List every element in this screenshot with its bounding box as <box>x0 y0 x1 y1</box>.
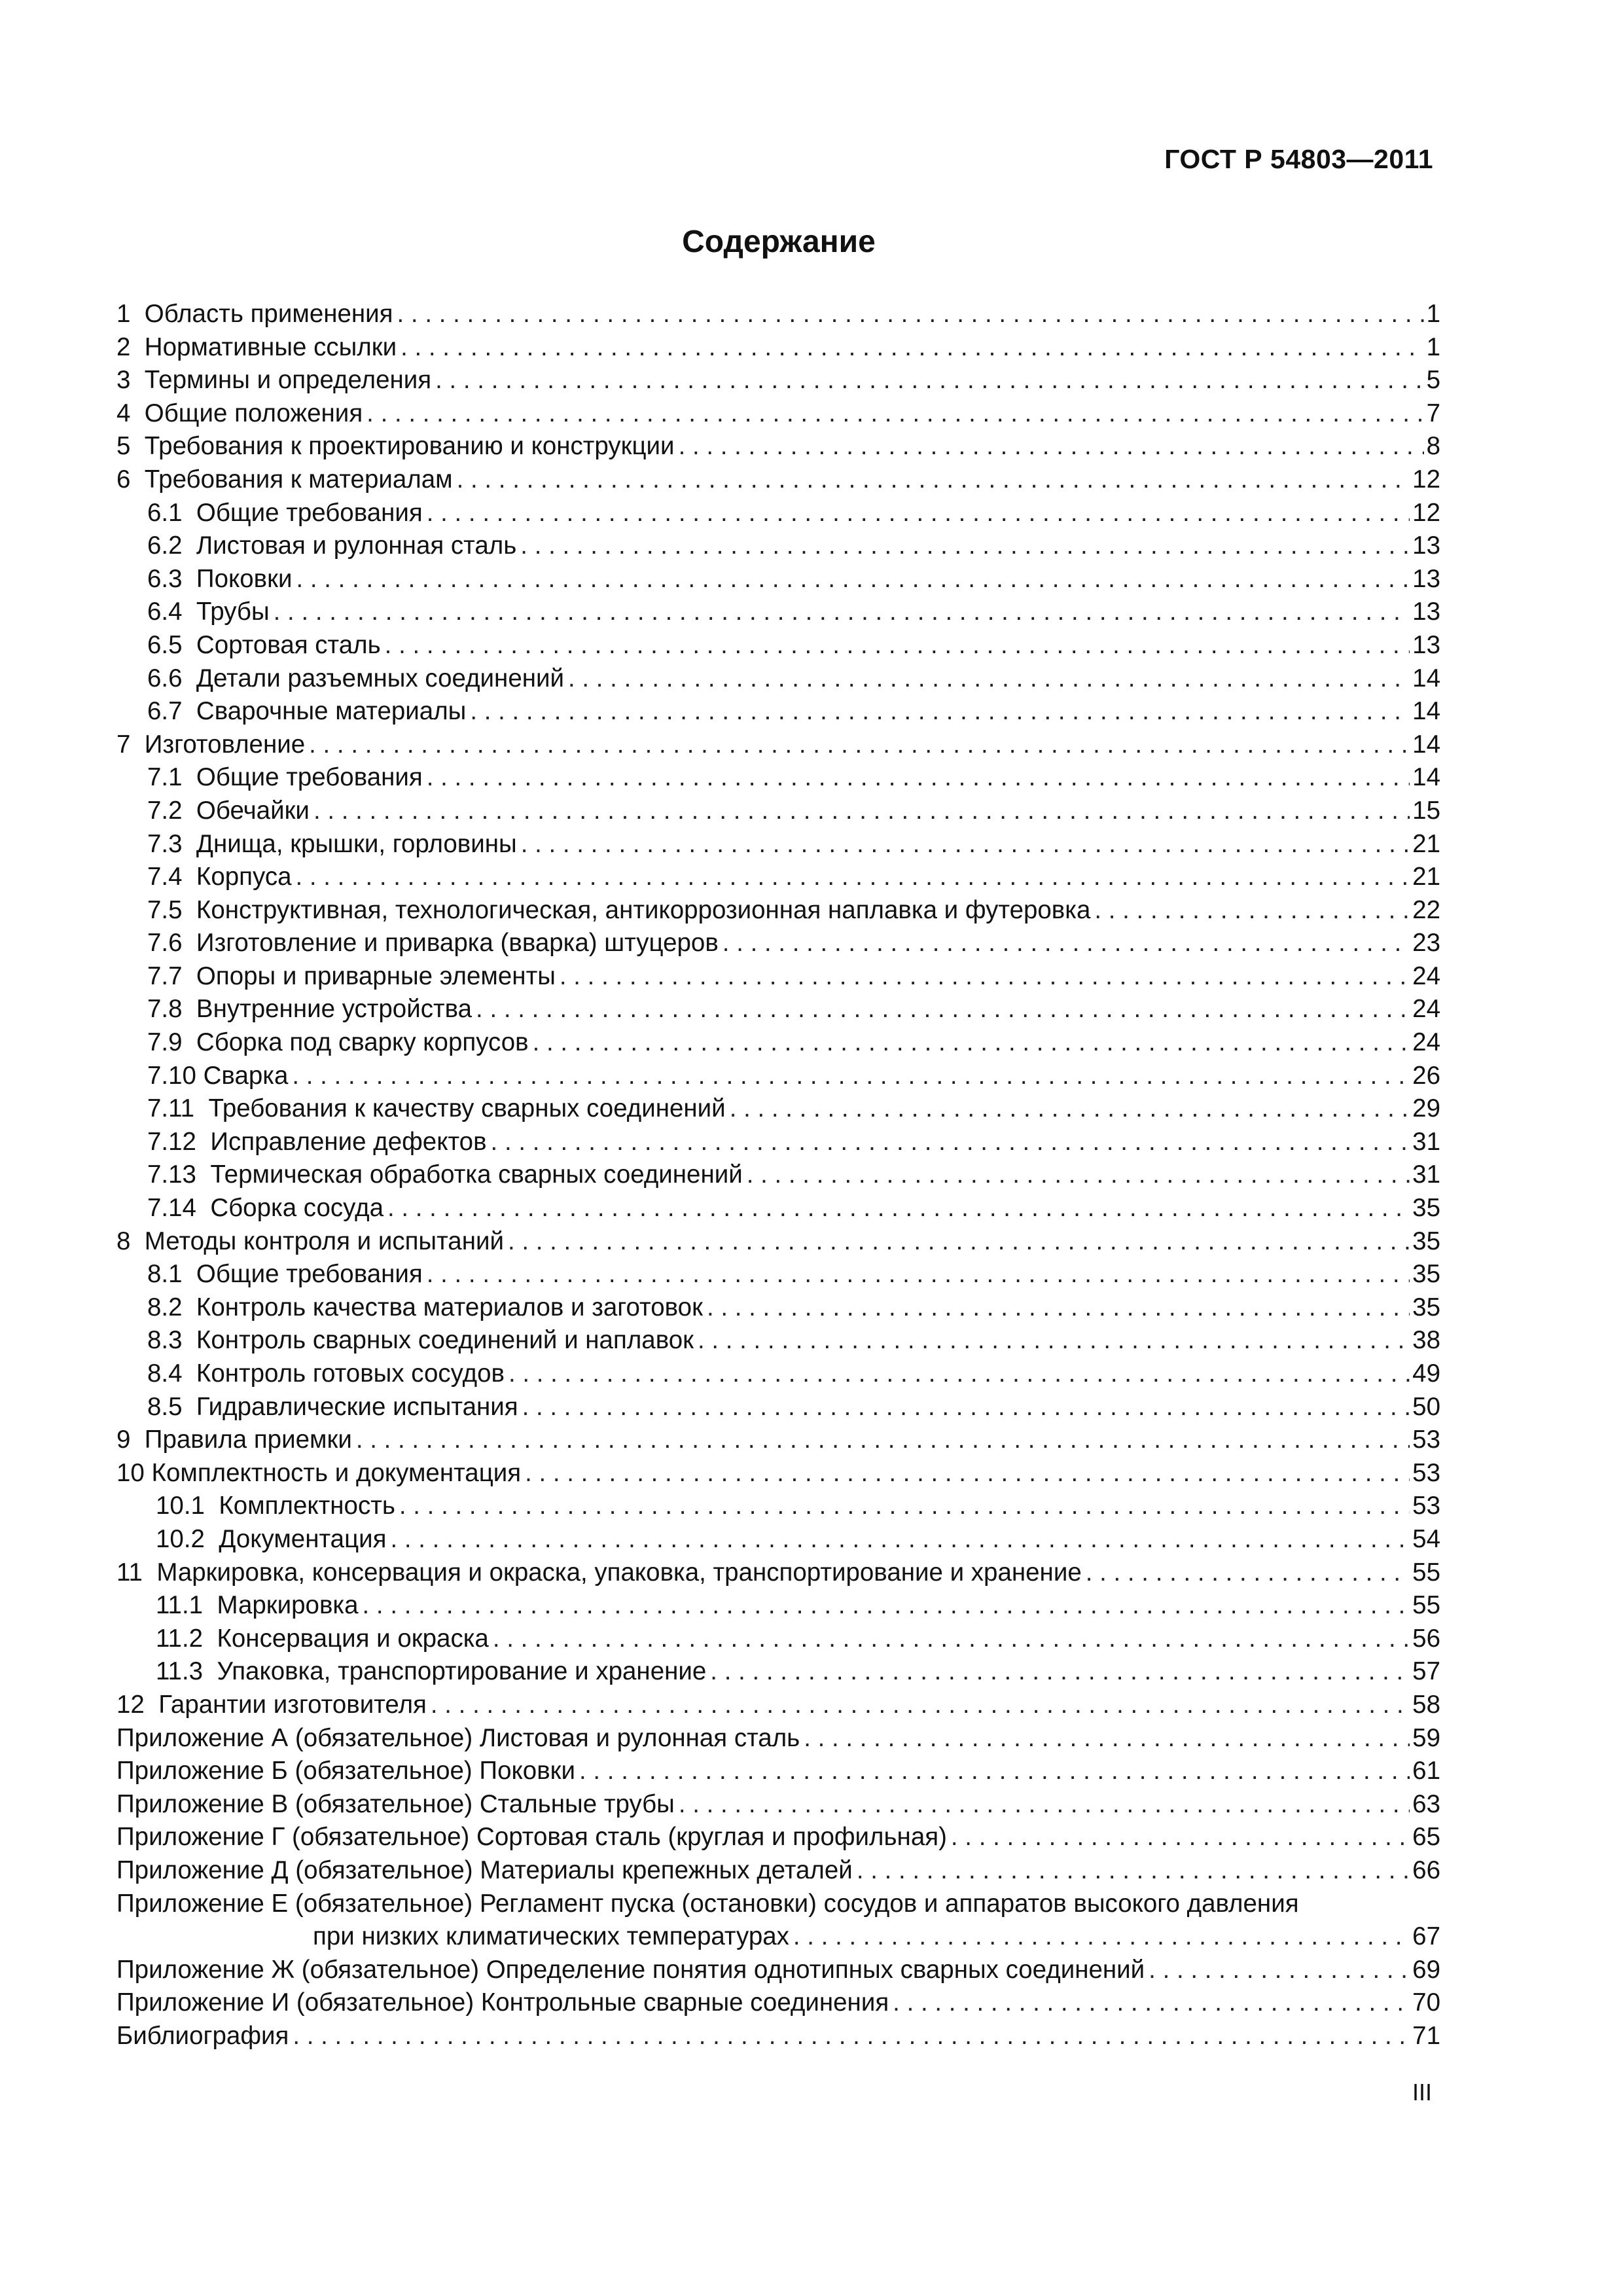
toc-entry-title: 5 Требования к проектированию и конструкции <box>116 432 675 461</box>
toc-entry-title: 7.11 Требования к качеству сварных соединений <box>147 1094 726 1123</box>
toc-leader-dots <box>363 1589 1410 1623</box>
toc-entry <box>116 596 1440 629</box>
toc-entry-page: 50 <box>1412 1392 1440 1421</box>
toc-leader-dots <box>296 563 1410 596</box>
toc-leader-dots <box>309 728 1410 762</box>
toc-entry-page: 29 <box>1412 1094 1440 1123</box>
toc-leader-dots <box>521 828 1410 861</box>
toc-entry <box>116 1589 1440 1623</box>
toc-leader-dots <box>476 993 1410 1026</box>
toc-entry-title: 10.1 Комплектность <box>156 1492 395 1520</box>
toc-entry-page: 63 <box>1412 1789 1440 1818</box>
toc-entry-title: 7.8 Внутренние устройства <box>147 995 473 1024</box>
toc-entry <box>116 1556 1440 1590</box>
toc-title: Содержание <box>682 224 876 259</box>
toc-entry-title: 7.2 Обечайки <box>147 796 310 825</box>
toc-entry-page: 1 <box>1426 332 1440 361</box>
toc-entry <box>116 463 1440 497</box>
toc-entry <box>116 364 1440 397</box>
toc-entry-title: 7.14 Сборка сосуда <box>147 1194 383 1223</box>
toc-entry-title: Приложение Е (обязательное) Регламент пуска (остановки) сосудов и аппаратов высокого давления <box>116 1889 1299 1918</box>
toc-leader-dots <box>951 1821 1410 1854</box>
toc-entry-title: 10 Комплектность и документация <box>116 1458 522 1487</box>
toc-entry <box>116 1192 1440 1225</box>
toc-leader-dots <box>1086 1556 1410 1590</box>
toc-entry <box>116 1821 1440 1854</box>
toc-entry-page: 23 <box>1412 929 1440 958</box>
toc-entry <box>116 861 1440 894</box>
toc-leader-dots <box>857 1854 1410 1888</box>
toc-entry <box>116 1026 1440 1060</box>
toc-entry <box>116 1986 1440 2020</box>
toc-leader-dots <box>457 463 1410 497</box>
toc-entry-page: 24 <box>1412 995 1440 1024</box>
toc-entry-title: 6.1 Общие требования <box>147 498 423 527</box>
toc-leader-dots <box>366 397 1423 431</box>
toc-entry-title: 12 Гарантии изготовителя <box>116 1690 427 1719</box>
toc-entry-title: 8.4 Контроль готовых сосудов <box>147 1359 505 1388</box>
toc-entry-title: 8.1 Общие требования <box>147 1260 423 1289</box>
toc-entry-page: 14 <box>1412 697 1440 726</box>
toc-entry <box>116 1920 1440 1954</box>
toc-leader-dots <box>560 960 1410 994</box>
toc-leader-dots <box>401 331 1423 365</box>
toc-entry-page: 35 <box>1412 1194 1440 1223</box>
toc-entry-page: 15 <box>1412 796 1440 825</box>
toc-entry-page: 53 <box>1412 1492 1440 1520</box>
toc-leader-dots <box>679 1788 1410 1821</box>
toc-entry-page: 24 <box>1412 1028 1440 1057</box>
toc-entry-page: 26 <box>1412 1061 1440 1090</box>
toc-entry <box>116 497 1440 530</box>
toc-entry <box>116 430 1440 463</box>
toc-leader-dots <box>522 1391 1410 1424</box>
toc-entry <box>116 1424 1440 1457</box>
toc-entry <box>116 1490 1440 1523</box>
toc-entry-page: 35 <box>1412 1293 1440 1321</box>
toc-entry <box>116 2020 1440 2053</box>
toc-leader-dots <box>491 1126 1410 1159</box>
toc-entry-page: 21 <box>1412 863 1440 891</box>
toc-leader-dots <box>397 298 1424 331</box>
toc-entry-title: 7.10 Сварка <box>147 1061 289 1090</box>
toc-entry-page: 66 <box>1412 1856 1440 1884</box>
toc-entry <box>116 927 1440 960</box>
toc-entry-page: 57 <box>1412 1657 1440 1686</box>
toc-entry-title: 7.5 Конструктивная, технологическая, антикоррозионная наплавка и футеровка <box>147 895 1091 924</box>
toc-entry <box>116 1523 1440 1556</box>
toc-leader-dots <box>427 1258 1410 1291</box>
toc-entry-title: 7.9 Сборка под сварку корпусов <box>147 1028 529 1057</box>
toc-entry-title: 11 Маркировка, консервация и окраска, упаковка, транспортирование и хранение <box>116 1558 1082 1587</box>
toc-entry-page: 35 <box>1412 1227 1440 1255</box>
toc-entry-title: 6.3 Поковки <box>147 564 293 593</box>
toc-entry <box>116 1324 1440 1357</box>
toc-entry <box>116 563 1440 596</box>
toc-entry-title: Приложение Г (обязательное) Сортовая сталь (круглая и профильная) <box>116 1823 947 1852</box>
toc-leader-dots <box>722 927 1410 960</box>
toc-entry-title: Библиография <box>116 2021 289 2050</box>
toc-leader-dots <box>893 1986 1410 2020</box>
toc-leader-dots <box>391 1523 1410 1556</box>
toc-entry-page: 14 <box>1412 664 1440 692</box>
toc-entry-page: 55 <box>1412 1591 1440 1620</box>
toc-entry-page: 14 <box>1412 763 1440 792</box>
toc-entry-page: 13 <box>1412 598 1440 626</box>
toc-entry-title: 11.3 Упаковка, транспортирование и хранение <box>156 1657 707 1686</box>
toc-leader-dots <box>387 1192 1410 1225</box>
toc-entry-page: 38 <box>1412 1326 1440 1355</box>
toc-entry-title: 8.2 Контроль качества материалов и заготовок <box>147 1293 703 1321</box>
toc-entry <box>116 993 1440 1026</box>
toc-entry <box>116 529 1440 563</box>
toc-entry-page: 59 <box>1412 1723 1440 1752</box>
toc-entry-title: 11.2 Консервация и окраска <box>156 1624 489 1653</box>
toc-entry-page: 5 <box>1426 366 1440 395</box>
toc-leader-dots <box>579 1755 1410 1788</box>
toc-entry <box>116 894 1440 927</box>
toc-entry-title: Приложение Д (обязательное) Материалы крепежных деталей <box>116 1856 853 1884</box>
toc-entry <box>116 1854 1440 1888</box>
toc-leader-dots <box>730 1092 1410 1126</box>
toc-entry-title: 8 Методы контроля и испытаний <box>116 1227 504 1255</box>
toc-entry-page: 8 <box>1426 432 1440 461</box>
toc-entry-page: 58 <box>1412 1690 1440 1719</box>
toc-entry-page: 35 <box>1412 1260 1440 1289</box>
toc-entry <box>116 1655 1440 1689</box>
toc-entry-title: 7.12 Исправление дефектов <box>147 1127 487 1156</box>
toc-entry-page: 69 <box>1412 1955 1440 1984</box>
toc-entry-page: 14 <box>1412 730 1440 759</box>
toc-leader-dots <box>292 1060 1410 1093</box>
toc-entry-title: 7 Изготовление <box>116 730 306 759</box>
toc-entry-page: 12 <box>1412 498 1440 527</box>
toc-entry-title: Приложение Б (обязательное) Поковки <box>116 1757 576 1785</box>
toc-entry-title: при низких климатических температурах <box>313 1922 789 1951</box>
toc-entry <box>116 1755 1440 1788</box>
toc-leader-dots <box>435 364 1423 397</box>
toc-entry <box>116 1158 1440 1192</box>
toc-leader-dots <box>508 1225 1410 1259</box>
toc-entry-title: 11.1 Маркировка <box>156 1591 359 1620</box>
toc-entry <box>116 1258 1440 1291</box>
toc-entry-page: 7 <box>1426 399 1440 427</box>
toc-entry-page: 70 <box>1412 1988 1440 2017</box>
toc-entry-title: 7.6 Изготовление и приварка (вварка) штуцеров <box>147 929 719 958</box>
toc-entry-title: 3 Термины и определения <box>116 366 432 395</box>
toc-entry-page: 21 <box>1412 829 1440 858</box>
toc-entry-page: 49 <box>1412 1359 1440 1388</box>
toc-entry-title: 7.7 Опоры и приварные элементы <box>147 961 556 990</box>
toc-entry <box>116 1092 1440 1126</box>
toc-entry <box>116 1788 1440 1821</box>
toc-leader-dots <box>679 430 1424 463</box>
toc-entry-page: 71 <box>1412 2021 1440 2050</box>
toc-leader-dots <box>399 1490 1410 1523</box>
toc-entry <box>116 1623 1440 1656</box>
toc-entry-title: 1 Область применения <box>116 300 393 328</box>
toc-entry-page: 61 <box>1412 1757 1440 1785</box>
toc-entry <box>116 795 1440 828</box>
toc-entry-page: 55 <box>1412 1558 1440 1587</box>
toc-entry-page: 24 <box>1412 961 1440 990</box>
toc-leader-dots <box>493 1623 1410 1656</box>
toc-leader-dots <box>698 1324 1410 1357</box>
toc-entry <box>116 695 1440 728</box>
toc-entry <box>116 1291 1440 1325</box>
toc-entry-page: 53 <box>1412 1426 1440 1454</box>
toc-entry-title: Приложение В (обязательное) Стальные трубы <box>116 1789 675 1818</box>
page-number: III <box>1412 2079 1432 2106</box>
toc-entry-title: 6.4 Трубы <box>147 598 270 626</box>
toc-entry-page: 31 <box>1412 1127 1440 1156</box>
toc-entry-title: 7.4 Корпуса <box>147 863 292 891</box>
toc-entry-title: 10.2 Документация <box>156 1524 387 1553</box>
toc-entry <box>116 1722 1440 1755</box>
toc-entry <box>116 1225 1440 1259</box>
toc-leader-dots <box>525 1457 1410 1490</box>
toc-leader-dots <box>533 1026 1410 1060</box>
toc-entry-title: 7.3 Днища, крышки, горловины <box>147 829 517 858</box>
toc-leader-dots <box>747 1158 1410 1192</box>
toc-entry-title: 2 Нормативные ссылки <box>116 332 397 361</box>
toc-entry-page: 31 <box>1412 1160 1440 1189</box>
toc-entry-page: 22 <box>1412 895 1440 924</box>
toc-entry-page: 13 <box>1412 630 1440 659</box>
toc-entry-title: 6 Требования к материалам <box>116 465 453 493</box>
toc-entry-title: Приложение А (обязательное) Листовая и рулонная сталь <box>116 1723 800 1752</box>
toc-entry <box>116 298 1440 331</box>
toc-leader-dots <box>313 795 1410 828</box>
toc-entry-title: 4 Общие положения <box>116 399 363 427</box>
toc-entry <box>116 629 1440 662</box>
toc-entry <box>116 1888 1440 1921</box>
toc-entry-page: 54 <box>1412 1524 1440 1553</box>
toc-leader-dots <box>710 1655 1410 1689</box>
toc-leader-dots <box>293 2020 1410 2053</box>
toc-entry-title: 9 Правила приемки <box>116 1426 352 1454</box>
toc-entry-title: 7.1 Общие требования <box>147 763 423 792</box>
toc-entry-title: 6.6 Детали разъемных соединений <box>147 664 564 692</box>
toc-entry-title: 8.5 Гидравлические испытания <box>147 1392 518 1421</box>
toc-entry <box>116 1457 1440 1490</box>
toc-entry-page: 1 <box>1426 300 1440 328</box>
toc-entry <box>116 1954 1440 1987</box>
toc-entry <box>116 1391 1440 1424</box>
toc-leader-dots <box>520 529 1410 563</box>
toc-leader-dots <box>274 596 1410 629</box>
toc-entry <box>116 828 1440 861</box>
toc-leader-dots <box>427 761 1410 795</box>
toc-entry-page: 67 <box>1412 1922 1440 1951</box>
toc-entry-title: 8.3 Контроль сварных соединений и наплавок <box>147 1326 694 1355</box>
toc-entry-page: 13 <box>1412 531 1440 560</box>
toc-entry-title: Приложение Ж (обязательное) Определение понятия однотипных сварных соединений <box>116 1955 1145 1984</box>
toc-leader-dots <box>427 497 1410 530</box>
toc-entry <box>116 1126 1440 1159</box>
document-code-header: ГОСТ Р 54803—2011 <box>1164 144 1433 174</box>
toc-leader-dots <box>356 1424 1410 1457</box>
toc-entry <box>116 1689 1440 1722</box>
toc-entry-page: 56 <box>1412 1624 1440 1653</box>
toc-entry-page: 13 <box>1412 564 1440 593</box>
toc-leader-dots <box>804 1722 1410 1755</box>
toc-entry <box>116 331 1440 365</box>
toc-leader-dots <box>385 629 1410 662</box>
toc-entry <box>116 1060 1440 1093</box>
toc-leader-dots <box>1149 1954 1410 1987</box>
toc-entry <box>116 397 1440 431</box>
toc-entry-title: 6.7 Сварочные материалы <box>147 697 467 726</box>
toc-leader-dots <box>793 1920 1410 1954</box>
toc-entry <box>116 960 1440 994</box>
toc-leader-dots <box>508 1357 1410 1391</box>
toc-entry <box>116 761 1440 795</box>
toc-leader-dots <box>296 861 1410 894</box>
toc-leader-dots <box>1094 894 1410 927</box>
toc-leader-dots <box>431 1689 1410 1722</box>
toc-leader-dots <box>568 662 1410 696</box>
toc-entry <box>116 1357 1440 1391</box>
toc-entry-title: 6.5 Сортовая сталь <box>147 630 381 659</box>
toc-entry-page: 65 <box>1412 1823 1440 1852</box>
table-of-contents <box>116 298 1440 2053</box>
toc-leader-dots <box>470 695 1410 728</box>
toc-entry-title: 6.2 Листовая и рулонная сталь <box>147 531 517 560</box>
toc-entry-page: 53 <box>1412 1458 1440 1487</box>
toc-entry-title: Приложение И (обязательное) Контрольные сварные соединения <box>116 1988 889 2017</box>
toc-entry-title: 7.13 Термическая обработка сварных соединений <box>147 1160 743 1189</box>
toc-entry <box>116 662 1440 696</box>
toc-entry-page: 12 <box>1412 465 1440 493</box>
toc-entry <box>116 728 1440 762</box>
toc-leader-dots <box>707 1291 1410 1325</box>
